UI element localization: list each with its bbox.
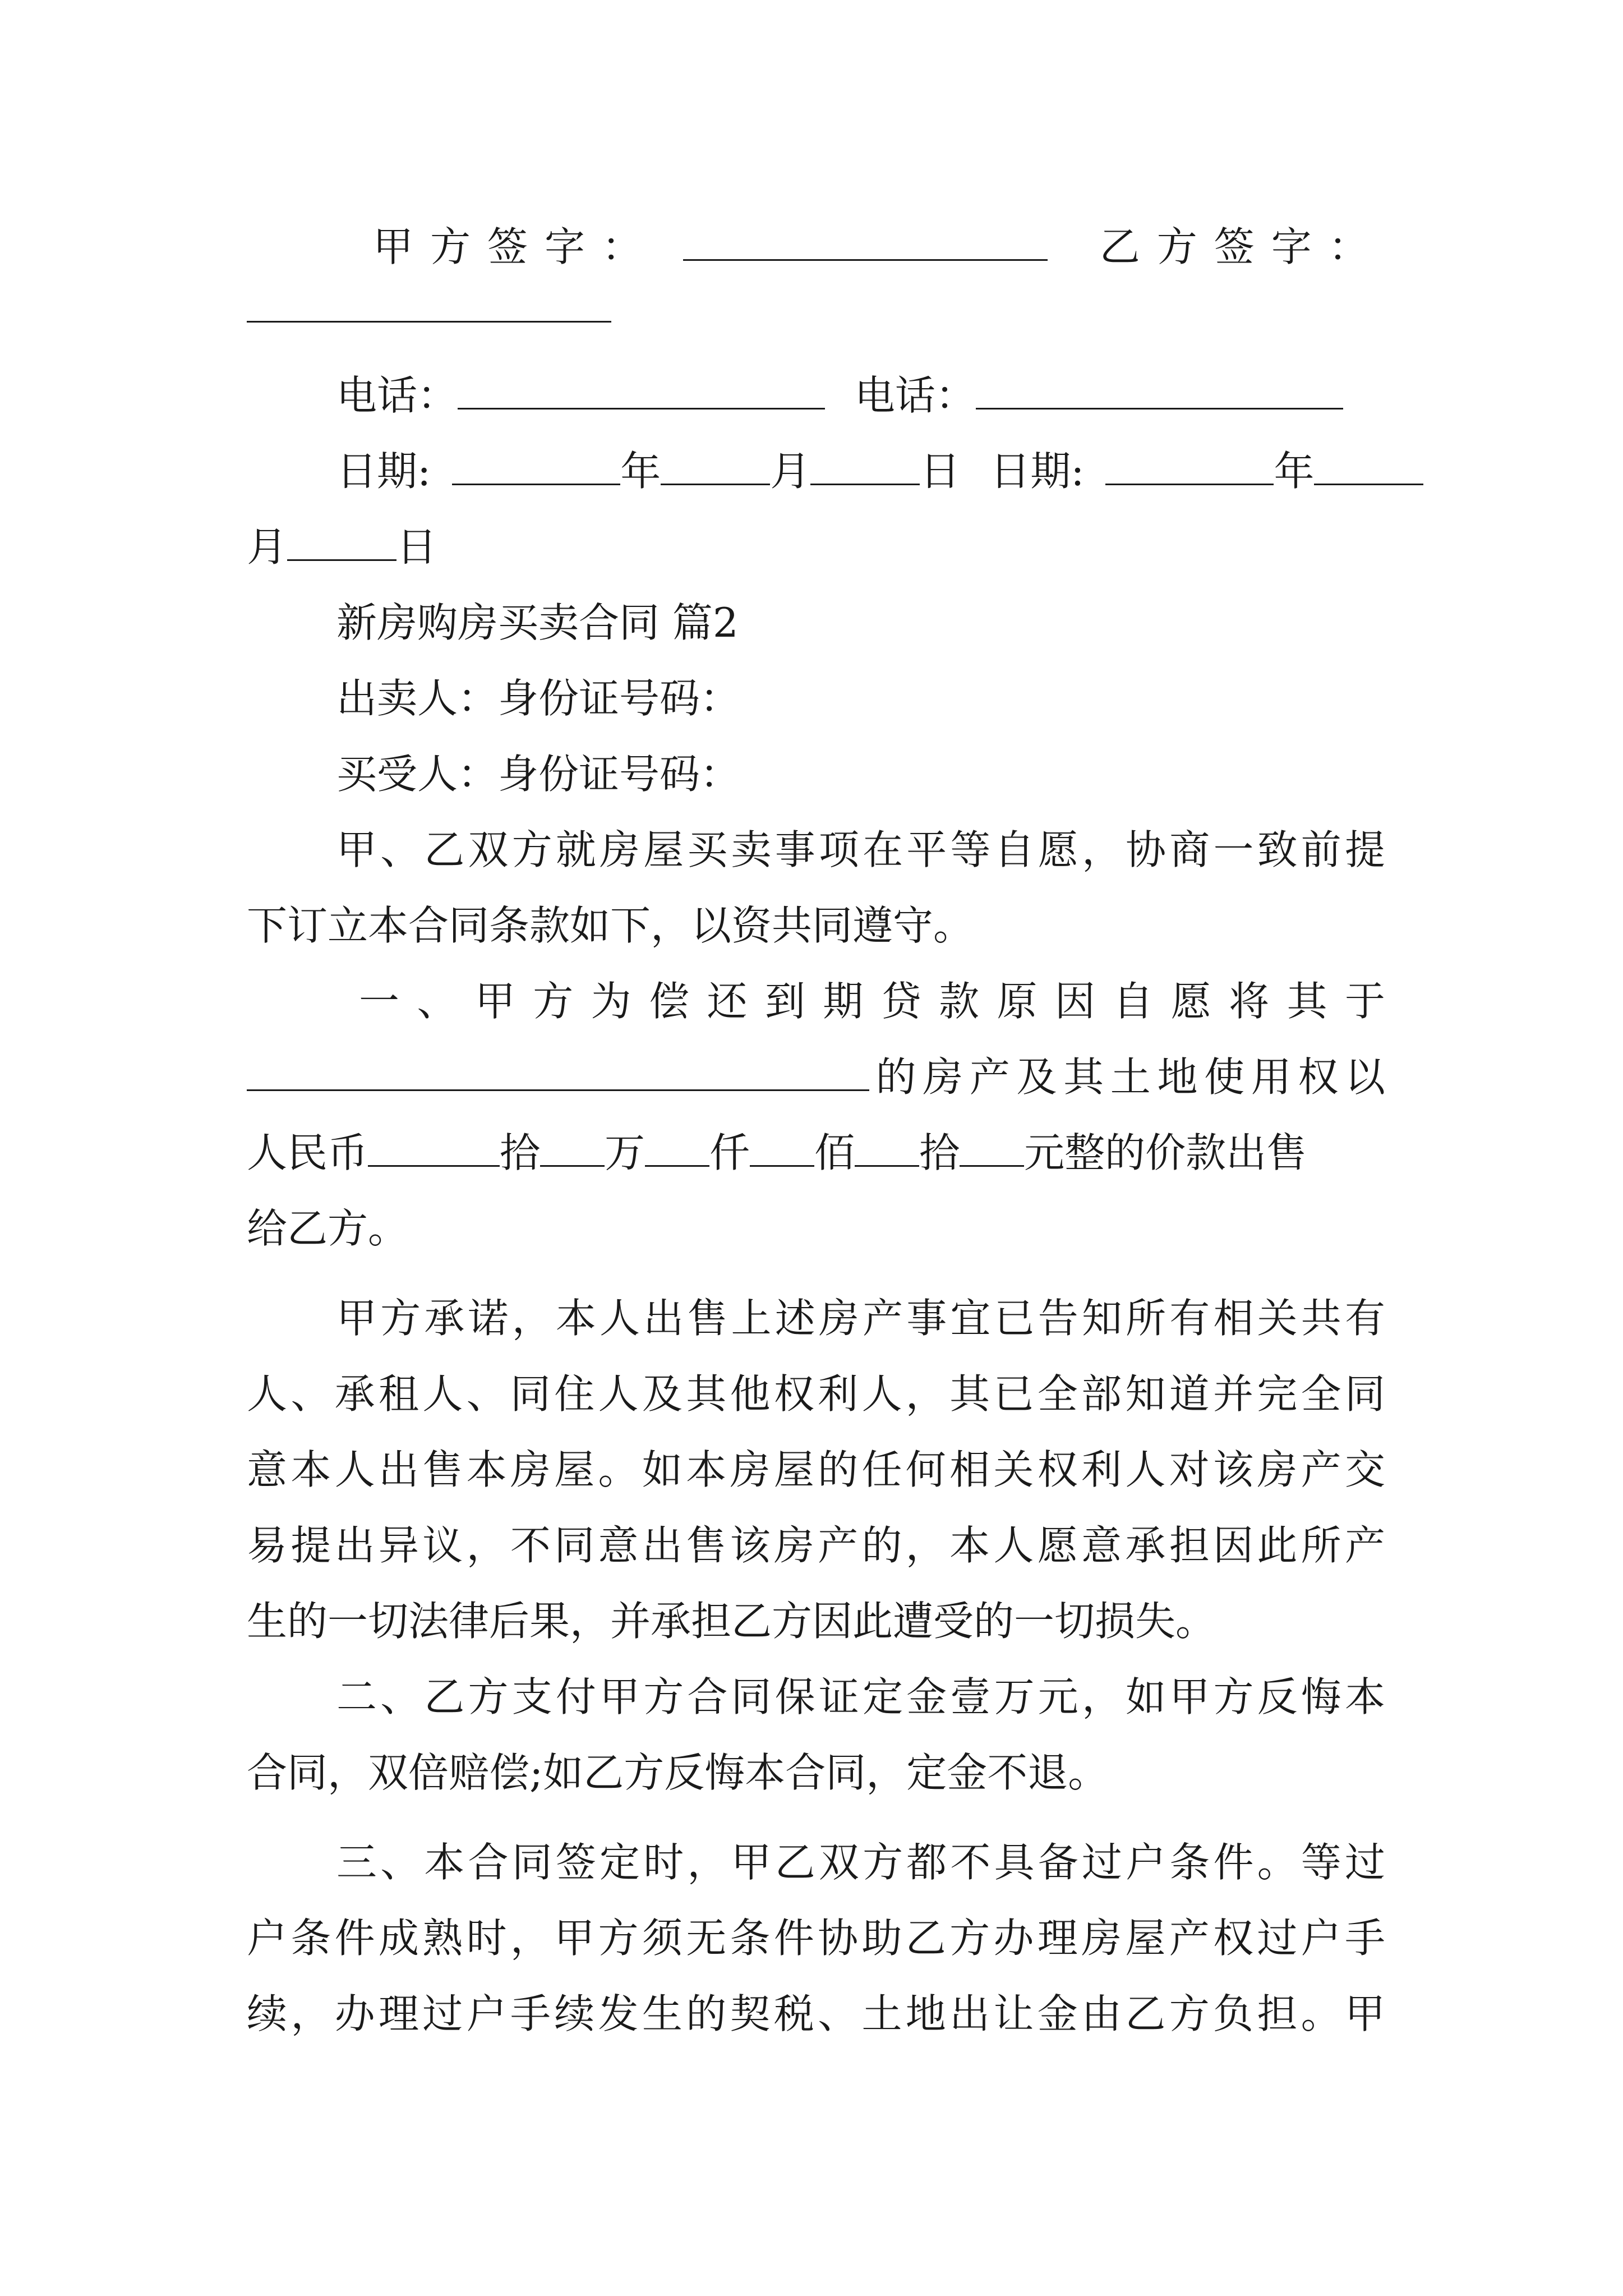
buyer-id-line: 买受人：身份证号码：	[336, 751, 741, 798]
unit-bai: 佰	[814, 1129, 855, 1176]
day-label: 日	[396, 523, 437, 570]
clause-3-line-1: 三、本合同签定时，甲乙双方都不具备过户条件。等过	[336, 1839, 1385, 1886]
property-address-blank	[247, 1055, 869, 1091]
promise-line-2: 人、承租人、同住人及其他权利人，其已全部知道并完全同	[247, 1370, 1385, 1418]
promise-line-1: 甲方承诺，本人出售上述房产事宜已告知所有相关共有	[336, 1295, 1385, 1342]
month-label: 月	[770, 448, 811, 495]
promise-line-5: 生的一切法律后果，并承担乙方因此遭受的一切损失。	[247, 1598, 1216, 1645]
promise-line-4: 易提出异议，不同意出售该房产的，本人愿意承担因此所产	[247, 1522, 1385, 1569]
party-a-phone-label: 电话：	[336, 372, 458, 419]
party-b-signature-blank	[247, 286, 611, 323]
party-a-month-blank	[661, 449, 770, 485]
year-label: 年	[620, 448, 661, 495]
month-label: 月	[247, 523, 288, 570]
party-a-day-blank	[810, 449, 920, 485]
party-b-signature-label: 乙方签字：	[1099, 223, 1386, 270]
amount-shi-blank	[855, 1130, 919, 1167]
party-a-signature-blank	[683, 224, 1048, 261]
clause-1-line-4: 给乙方。	[247, 1205, 409, 1252]
party-b-month-blank-start	[1314, 449, 1423, 485]
rmb-label: 人民币	[247, 1129, 368, 1176]
amount-wan-blank	[540, 1130, 605, 1167]
intro-line-1: 甲、乙双方就房屋买卖事项在平等自愿，协商一致前提	[336, 826, 1385, 873]
unit-shi: 拾	[919, 1129, 960, 1176]
phone-row	[336, 367, 1385, 424]
unit-shi-wan: 拾	[500, 1129, 541, 1176]
date-row-continued	[247, 519, 1385, 575]
clause-1-line-2-text: 的房产及其土地使用权以	[869, 1053, 1385, 1101]
party-b-signature-blank-row	[247, 280, 1385, 337]
amount-bai-blank	[750, 1130, 814, 1167]
unit-wan: 万	[605, 1129, 645, 1176]
clause-1-line-2	[247, 1049, 1385, 1105]
party-a-date-label: 日期:	[336, 448, 431, 495]
party-a-signature-label: 甲方签字：	[373, 223, 660, 270]
party-b-phone-label: 电话：	[854, 372, 976, 419]
year-label: 年	[1274, 448, 1315, 495]
promise-line-3: 意本人出售本房屋。如本房屋的任何相关权利人对该房产交	[247, 1446, 1385, 1493]
party-b-year-blank	[1105, 449, 1274, 485]
amount-yuan-blank	[960, 1130, 1024, 1167]
party-a-year-blank	[452, 449, 620, 485]
party-b-phone-blank	[976, 373, 1343, 409]
unit-qian: 仟	[709, 1129, 750, 1176]
party-a-phone-blank	[458, 373, 825, 409]
amount-qian-blank	[645, 1130, 709, 1167]
amount-shi-wan-blank	[368, 1130, 500, 1167]
clause-1-line-1: 一、甲方为偿还到期贷款原因自愿将其于	[359, 978, 1385, 1025]
intro-line-2: 下订立本合同条款如下，以资共同遵守。	[247, 902, 974, 949]
clause-1-line-3	[247, 1125, 1385, 1181]
seller-id-line: 出卖人：身份证号码：	[336, 675, 741, 722]
section-title: 新房购房买卖合同 篇2	[336, 599, 739, 646]
clause-2-line-2: 合同，双倍赔偿;如乙方反悔本合同，定金不退。	[247, 1749, 1109, 1796]
day-label: 日	[920, 448, 961, 495]
clause-2-line-1: 二、乙方支付甲方合同保证定金壹万元，如甲方反悔本	[336, 1673, 1385, 1720]
signature-row	[373, 219, 1388, 275]
clause-1-line-3-text: 元整的价款出售	[1024, 1129, 1307, 1176]
clause-3-line-2: 户条件成熟时，甲方须无条件协助乙方办理房屋产权过户手	[247, 1915, 1385, 1962]
party-b-day-blank	[287, 524, 396, 561]
date-row	[336, 443, 1385, 499]
clause-3-line-3: 续，办理过户手续发生的契税、土地出让金由乙方负担。甲	[247, 1990, 1385, 2037]
party-b-date-label: 日期:	[990, 448, 1085, 495]
